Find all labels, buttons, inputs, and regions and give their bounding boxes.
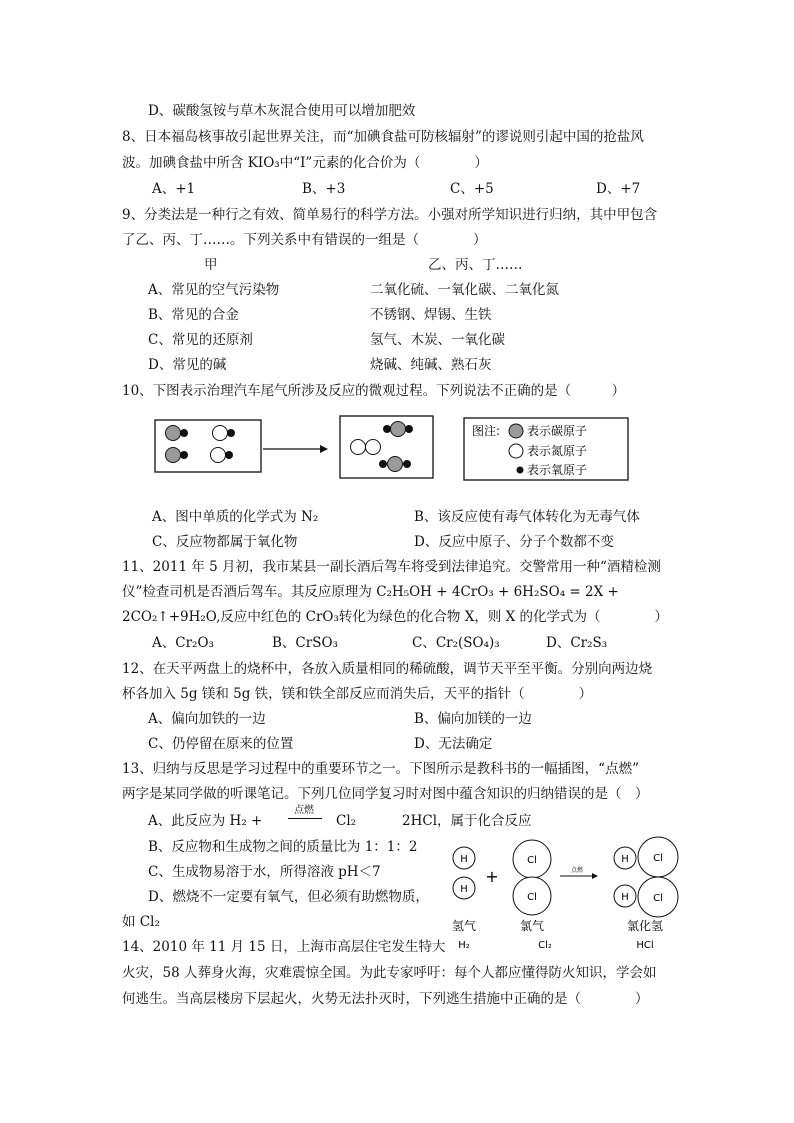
q11-option-d: D、Cr₂S₃: [546, 635, 608, 651]
co2-molecule-2: [379, 457, 411, 472]
hcl-2-cl-label: Cl: [653, 893, 663, 904]
legend-carbon-icon: [509, 424, 523, 438]
q9-column-right: 乙、丙、丁……: [428, 257, 523, 273]
q10-option-c: C、反应物都属于氧化物: [152, 534, 298, 550]
q10-reaction-diagram: [150, 414, 630, 484]
legend-nitrogen-label: 表示氮原子: [527, 444, 588, 458]
q13-option-c: C、生成物易溶于水，所得溶液 pH＜7: [148, 864, 381, 880]
q9-row-c-right: 氢气、木炭、一氧化碳: [370, 332, 505, 348]
co-molecule-2: [166, 448, 189, 463]
q9-row-c-left: C、常见的还原剂: [148, 332, 253, 348]
q9-row-d-left: D、常见的碱: [148, 357, 227, 373]
q8-option-d: D、+7: [596, 181, 641, 197]
q9-row-b-right: 不锈钢、焊锡、生铁: [370, 307, 492, 323]
cl-atom-2-label: Cl: [527, 892, 537, 903]
q12-stem-line2: 杯各加入 5g 镁和 5g 铁，镁和铁全部反应而消失后，天平的指针（ ）: [122, 686, 593, 702]
q11-stem-line3: 2CO₂↑+9H₂O,反应中红色的 CrO₃转化为绿色的化合物 X，则 X 的化学式为（ ）: [122, 609, 669, 625]
cl-atom-1-label: Cl: [527, 855, 537, 866]
q14-stem-line3: 何逃生。当高层楼房下层起火，火势无法扑灭时，下列逃生措施中正确的是（ ）: [122, 991, 649, 1007]
hcl-2-h-label: H: [621, 892, 629, 903]
co2-molecule-1: [383, 422, 413, 437]
q7-option-d: D、碳酸氢铵与草木灰混合使用可以增加肥效: [148, 103, 416, 119]
q12-option-d: D、无法确定: [414, 736, 493, 752]
no-molecule-1: [213, 426, 236, 441]
q12-option-a: A、偏向加铁的一边: [148, 711, 266, 727]
q10-stem: 10、下图表示治理汽车尾气所涉及反应的微观过程。下列说法不正确的是（ ）: [122, 383, 626, 399]
q11-stem-line2: 仪”检查司机是否酒后驾车。其反应原理为 C₂H₅OH + 4CrO₃ + 6H₂SO₄ = 2X +: [122, 584, 619, 600]
q8-option-a: A、+1: [152, 181, 196, 197]
q12-option-b: B、偏向加镁的一边: [414, 711, 532, 727]
label-chlorine: 氯气: [519, 919, 545, 933]
hcl-1-h-label: H: [621, 854, 629, 865]
q11-option-a: A、Cr₂O₃: [152, 635, 214, 651]
q9-stem-line1: 9、分类法是一种行之有效、简单易行的科学方法。小强对所学知识进行归纳，其中甲包含: [122, 207, 658, 223]
q9-row-a-left: A、常见的空气污染物: [148, 282, 280, 298]
diagram-condition: 点燃: [570, 867, 584, 874]
q8-stem-line1: 8、日本福岛核事故引起世界关注，而“加碘食盐可防核辐射”的谬说则引起中国的抢盐风: [122, 129, 644, 145]
q10-option-a: A、图中单质的化学式为 N₂: [152, 509, 319, 525]
n2-molecule: [351, 440, 381, 455]
q9-stem-line2: 了乙、丙、丁……。下列关系中有错误的一组是（ ）: [122, 232, 487, 248]
formula-hcl: HCl: [636, 940, 654, 951]
q11-option-c: C、Cr₂(SO₄)₃: [412, 635, 500, 651]
q13-option-a-prefix: A、此反应为 H₂ +: [148, 813, 263, 829]
q13-option-d-line1: D、燃烧不一定要有氧气，但必须有助燃物质，: [148, 889, 429, 905]
q9-row-a-right: 二氧化硫、一氧化碳、二氧化氮: [370, 282, 559, 298]
q10-option-b: B、该反应使有毒气体转化为无毒气体: [414, 509, 640, 525]
q9-row-b-left: B、常见的合金: [148, 307, 239, 323]
q13-option-b: B、反应物和生成物之间的质量比为 1：1：2: [148, 839, 418, 855]
no-molecule-2: [211, 448, 234, 463]
legend-oxygen-label: 表示氧原子: [527, 463, 588, 477]
q10-option-d: D、反应中原子、分子个数都不变: [414, 534, 614, 550]
q9-row-d-right: 烧碱、纯碱、熟石灰: [370, 357, 492, 373]
formula-h2: H₂: [458, 940, 470, 951]
co-molecule-1: [166, 426, 189, 441]
q11-stem-line1: 11、2011 年 5 月初，我市某县一副长酒后驾车将受到法律追究。交警常用一种“酒精检测: [122, 559, 661, 575]
q11-option-b: B、CrSO₃: [272, 635, 338, 651]
q13-option-a-suffix: 2HCl，属于化合反应: [402, 813, 532, 829]
q13-option-d-line2: 如 Cl₂: [122, 914, 160, 930]
formula-cl2: Cl₂: [538, 940, 552, 951]
q9-column-left: 甲: [204, 257, 218, 273]
legend-oxygen-icon: [517, 467, 524, 474]
diagram-arrow-head: [592, 873, 598, 879]
q12-stem-line1: 12、在天平两盘上的烧杯中，各放入质量相同的稀硫酸，调节天平至平衡。分别向两边烧: [122, 661, 653, 677]
q14-stem-line1: 14、2010 年 11 月 15 日，上海市高层住宅发生特大: [122, 939, 446, 955]
legend-title: 图注:: [472, 424, 501, 438]
q13-stem-line2: 两字是某同学做的听课笔记。下列几位同学复习时对图中蕴含知识的归纳错误的是（ ）: [122, 786, 649, 802]
q8-option-b: B、+3: [302, 181, 346, 197]
q13-option-a-cl2: Cl₂: [336, 813, 357, 829]
legend-nitrogen-icon: [509, 444, 523, 458]
label-hydrogen: 氢气: [451, 919, 477, 933]
arrow-head: [320, 445, 328, 453]
q8-option-c: C、+5: [450, 181, 494, 197]
legend-carbon-label: 表示碳原子: [527, 424, 588, 438]
q13-h2-cl2-diagram: [440, 832, 690, 952]
q13-option-a-condition: 点燃: [294, 805, 314, 816]
q13-stem-line1: 13、归纳与反思是学习过程中的重要环节之一。下图所示是教科书的一幅插图，“点燃”: [122, 761, 639, 777]
q14-stem-line2: 火灾，58 人葬身火海，灾难震惊全国。为此专家呼吁：每个人都应懂得防火知识，学会如: [122, 965, 657, 981]
h-atom-2-label: H: [460, 884, 468, 895]
h-atom-1-label: H: [460, 854, 468, 865]
q12-option-c: C、仍停留在原来的位置: [148, 736, 294, 752]
label-hydrogen-chloride: 氯化氢: [626, 919, 664, 933]
q8-stem-line2: 波。加碘食盐中所含 KIO₃中“I”元素的化合价为（ ）: [122, 155, 488, 171]
q13-option-a-arrow-line: [288, 818, 322, 819]
plus-sign: +: [485, 867, 499, 886]
hcl-1-cl-label: Cl: [653, 853, 663, 864]
